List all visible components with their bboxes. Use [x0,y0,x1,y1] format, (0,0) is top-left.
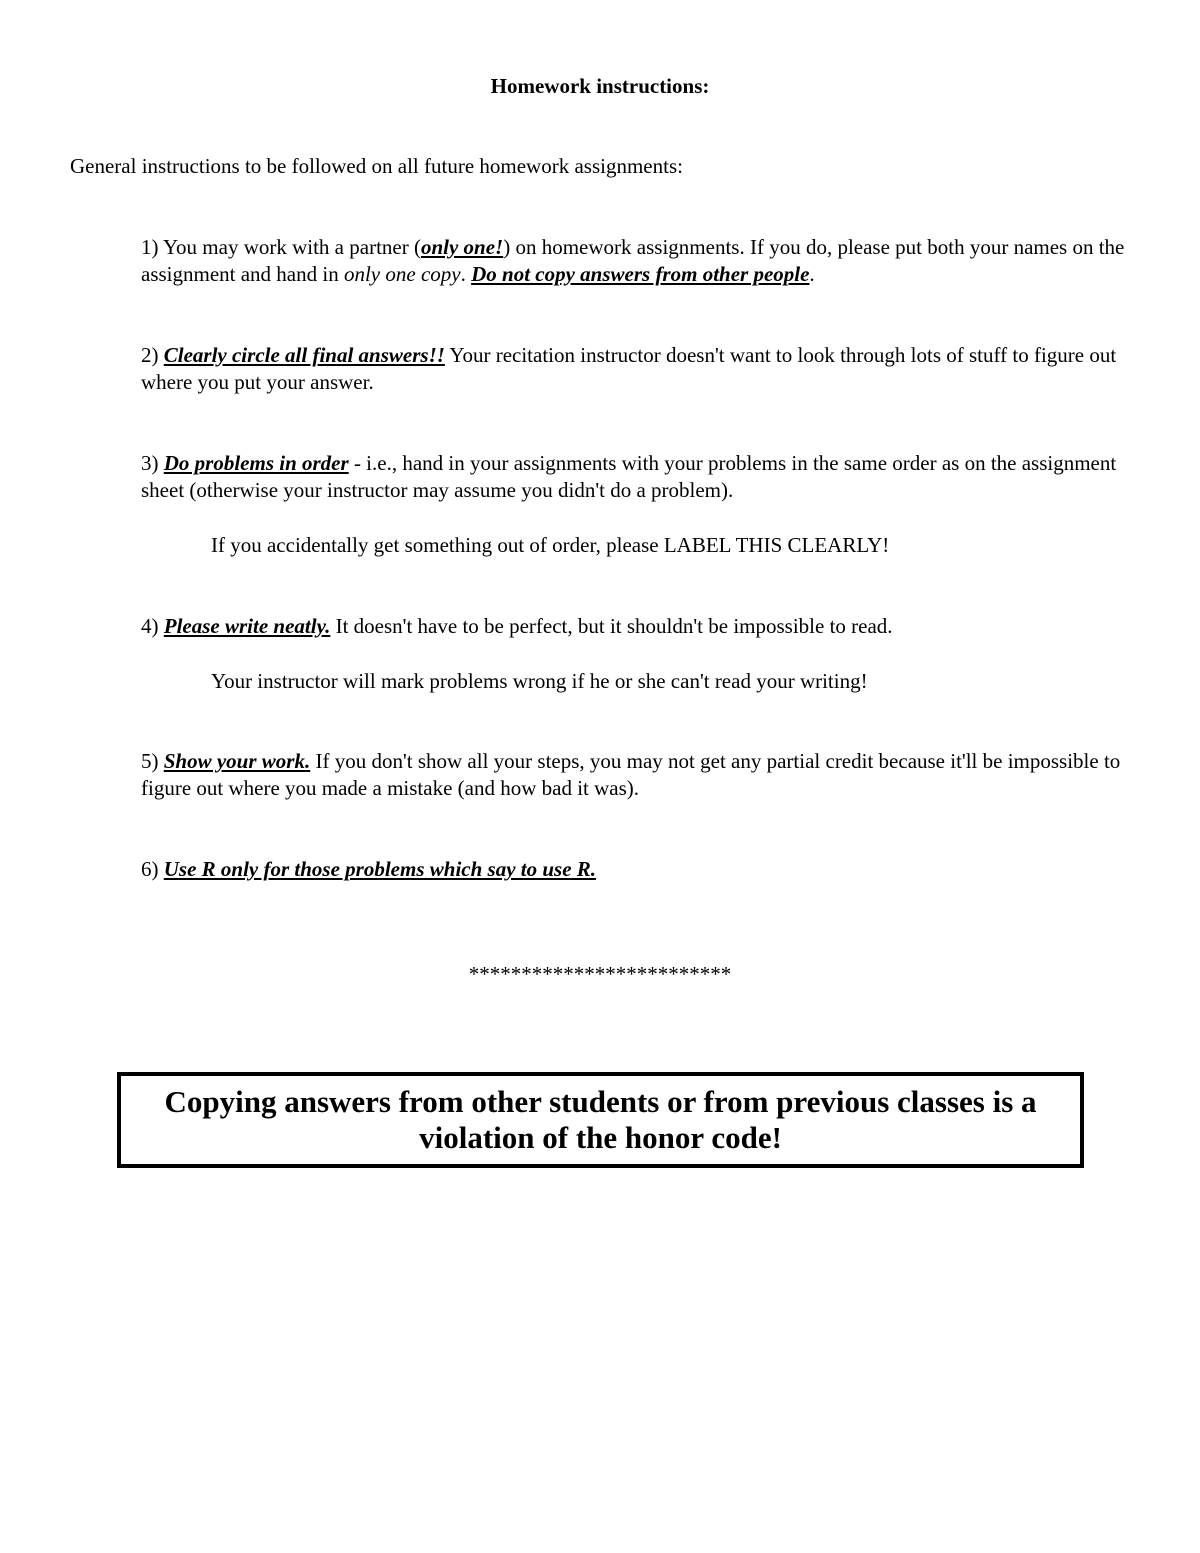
instruction-item-5 [141,748,1141,802]
page-title: Homework instructions: [490,74,710,98]
item-italic: only one copy [343,262,461,286]
item-number: 6) [141,857,164,881]
item-number: 4) [141,614,164,638]
item-number: 3) [141,451,164,475]
separator-stars: ************************* [468,962,732,986]
item-emphasis: Clearly circle all final answers!! [163,343,445,367]
item-emphasis: Please write neatly. [163,614,331,638]
item-number: 5) [141,749,164,773]
item-text: - i.e., hand in your assignments with your problems in the same order as on the assignment sheet (otherwise your instructor may assume you didn't do a problem). [141,451,1117,502]
item-3-note: If you accidentally get something out of order, please LABEL THIS CLEARLY! [211,533,890,557]
item-emphasis: Use R only for those problems which say to use R. [163,857,597,881]
intro-text: General instructions to be followed on all future homework assignments: [70,154,683,178]
item-text: You may work with a partner ( [162,235,421,259]
item-emphasis: only one! [420,235,504,259]
item-text: If you don't show all your steps, you may not get any partial credit because it'll be impossible to figure out where you made a mistake (and how bad it was). [141,749,1121,800]
item-text: . [809,262,815,286]
instruction-item-3 [141,450,1141,504]
item-text: Your recitation instructor doesn't want to look through lots of stuff to figure out where you put your answer. [141,343,1117,394]
item-text: . [460,262,472,286]
item-4-note: Your instructor will mark problems wrong if he or she can't read your writing! [211,669,868,693]
item-emphasis: Do problems in order [163,451,349,475]
item-number: 2) [141,343,164,367]
item-number: 1) [141,235,163,259]
honor-code-box [117,1072,1084,1168]
instruction-item-6 [141,856,1141,883]
instruction-item-2 [141,342,1141,396]
honor-code-text: Copying answers from other students or from previous classes is a violation of the honor code! [164,1084,1037,1155]
item-text: ) on homework assignments. If you do, please put both your names on the assignment and hand in [141,235,1125,286]
instruction-item-4 [141,613,1141,640]
instruction-item-1 [141,234,1141,288]
item-emphasis: Do not copy answers from other people [471,262,810,286]
item-emphasis: Show your work. [163,749,311,773]
item-text: It doesn't have to be perfect, but it shouldn't be impossible to read. [330,614,893,638]
